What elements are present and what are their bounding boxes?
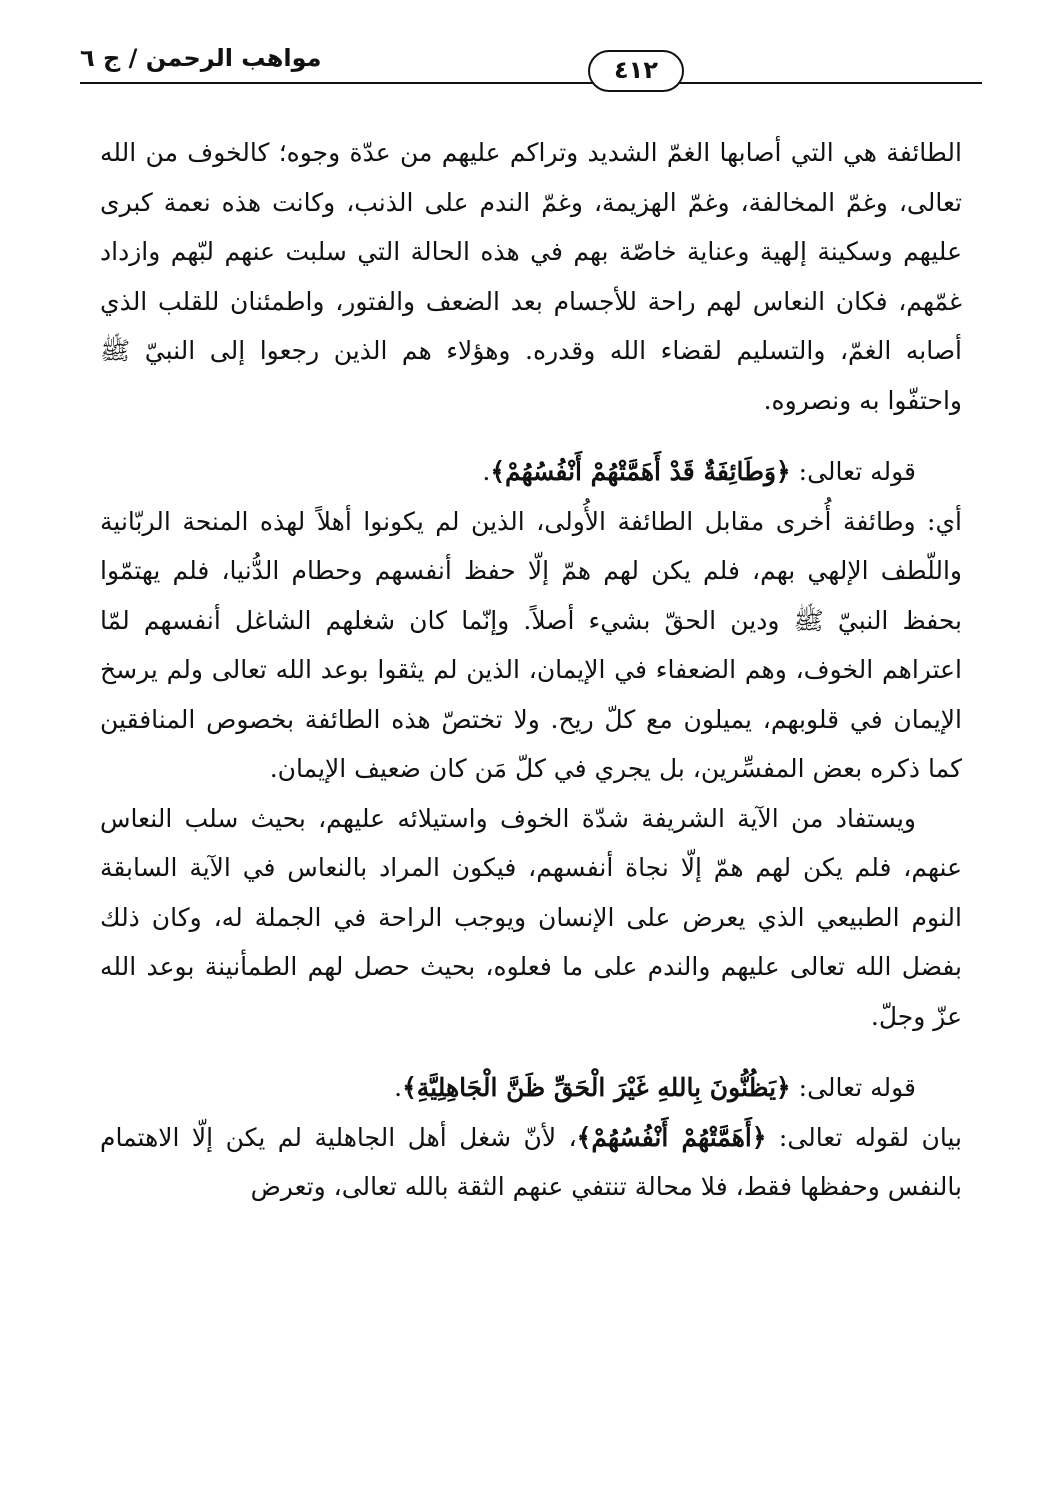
verse-intro: قوله تعالى: [790,1073,916,1102]
header-rule [80,82,982,84]
verse-heading-2 [100,1063,962,1113]
paragraph-intro: بيان لقوله تعالى: [766,1122,962,1152]
quran-quote: ﴿أَهَمَّتْهُمْ أَنْفُسُهُمْ﴾ [576,1122,767,1152]
running-title: مواهب الرحمن / ج ٦ [80,44,322,72]
paragraph-3: ويستفاد من الآية الشريفة شدّة الخوف واستيلائه عليهم، بحيث سلب النعاس عنهم، فلم يكن لهم همّ إلّا نجاة أنفسهم، فيكون المراد بالنعاس في الآية السابقة النوم الطبيعي الذي يعرض على الإنسان ويوجب الراحة في الجملة له، وكان ذلك بفضل الله تعالى عليهم والندم على ما فعلوه، بحيث حصل لهم الطمأنينة بوعد الله عزّ وجلّ. [100,803,962,1031]
verse-suffix: . [394,1073,403,1102]
paragraph-2: أي: وطائفة أُخرى مقابل الطائفة الأُولى، الذين لم يكونوا أهلاً لهذه المنحة الربّانية واللّطف الإلهي بهم، فلم يكن لهم همّ إلّا حفظ أنفسهم وحطام الدُّنيا، فلم يهتمّوا بحفظ النبيّ ﷺ ودين الحقّ بشيء أصلاً. وإنّما كان شغلهم الشاغل أنفسهم لمّا اعتراهم الخوف، وهم الضعفاء في الإيمان، الذين لم يثقوا بوعد الله تعالى ولم يرسخ الإيمان في قلوبهم، يميلون مع كلّ ريح. ولا تختصّ هذه الطائفة بخصوص المنافقين كما ذكره بعض المفسِّرين، بل يجري في كلّ مَن كان ضعيف الإيمان. [100,506,962,783]
page-body [100,128,962,1212]
quran-quote: ﴿وَطَائِفَةٌ قَدْ أَهَمَّتْهُمْ أَنْفُسُهُمْ﴾ [490,457,791,486]
paragraph-4 [100,1113,962,1212]
quran-quote: ﴿يَظُنُّونَ بِاللهِ غَيْرَ الْحَقِّ ظَنَّ الْجَاهِلِيَّةِ﴾ [402,1073,791,1102]
verse-intro: قوله تعالى: [790,457,916,486]
verse-heading-1 [100,447,962,497]
paragraph-1: الطائفة هي التي أصابها الغمّ الشديد وتراكم عليهم من عدّة وجوه؛ كالخوف من الله تعالى، وغمّ المخالفة، وغمّ الهزيمة، وغمّ الندم على الذنب، وكانت هذه نعمة كبرى عليهم وسكينة إلهية وعناية خاصّة بهم في هذه الحالة التي سلبت عنهم لبّهم وازداد غمّهم، فكان النعاس لهم راحة للأجسام بعد الضعف والفتور، واطمئنان للقلب الذي أصابه الغمّ، والتسليم لقضاء الله وقدره. وهؤلاء هم الذين رجعوا إلى النبيّ ﷺ واحتفّوا به ونصروه. [100,138,962,415]
verse-suffix: . [482,457,491,486]
paragraph-continuation: ، لأنّ شغل أهل الجاهلية لم يكن إلّا الاهتمام بالنفس وحفظها فقط، فلا محالة تنتفي عنهم الثقة بالله تعالى، وتعرض [100,1122,962,1201]
page-number-badge: ٤١٢ [588,50,684,92]
page-header [80,38,982,90]
